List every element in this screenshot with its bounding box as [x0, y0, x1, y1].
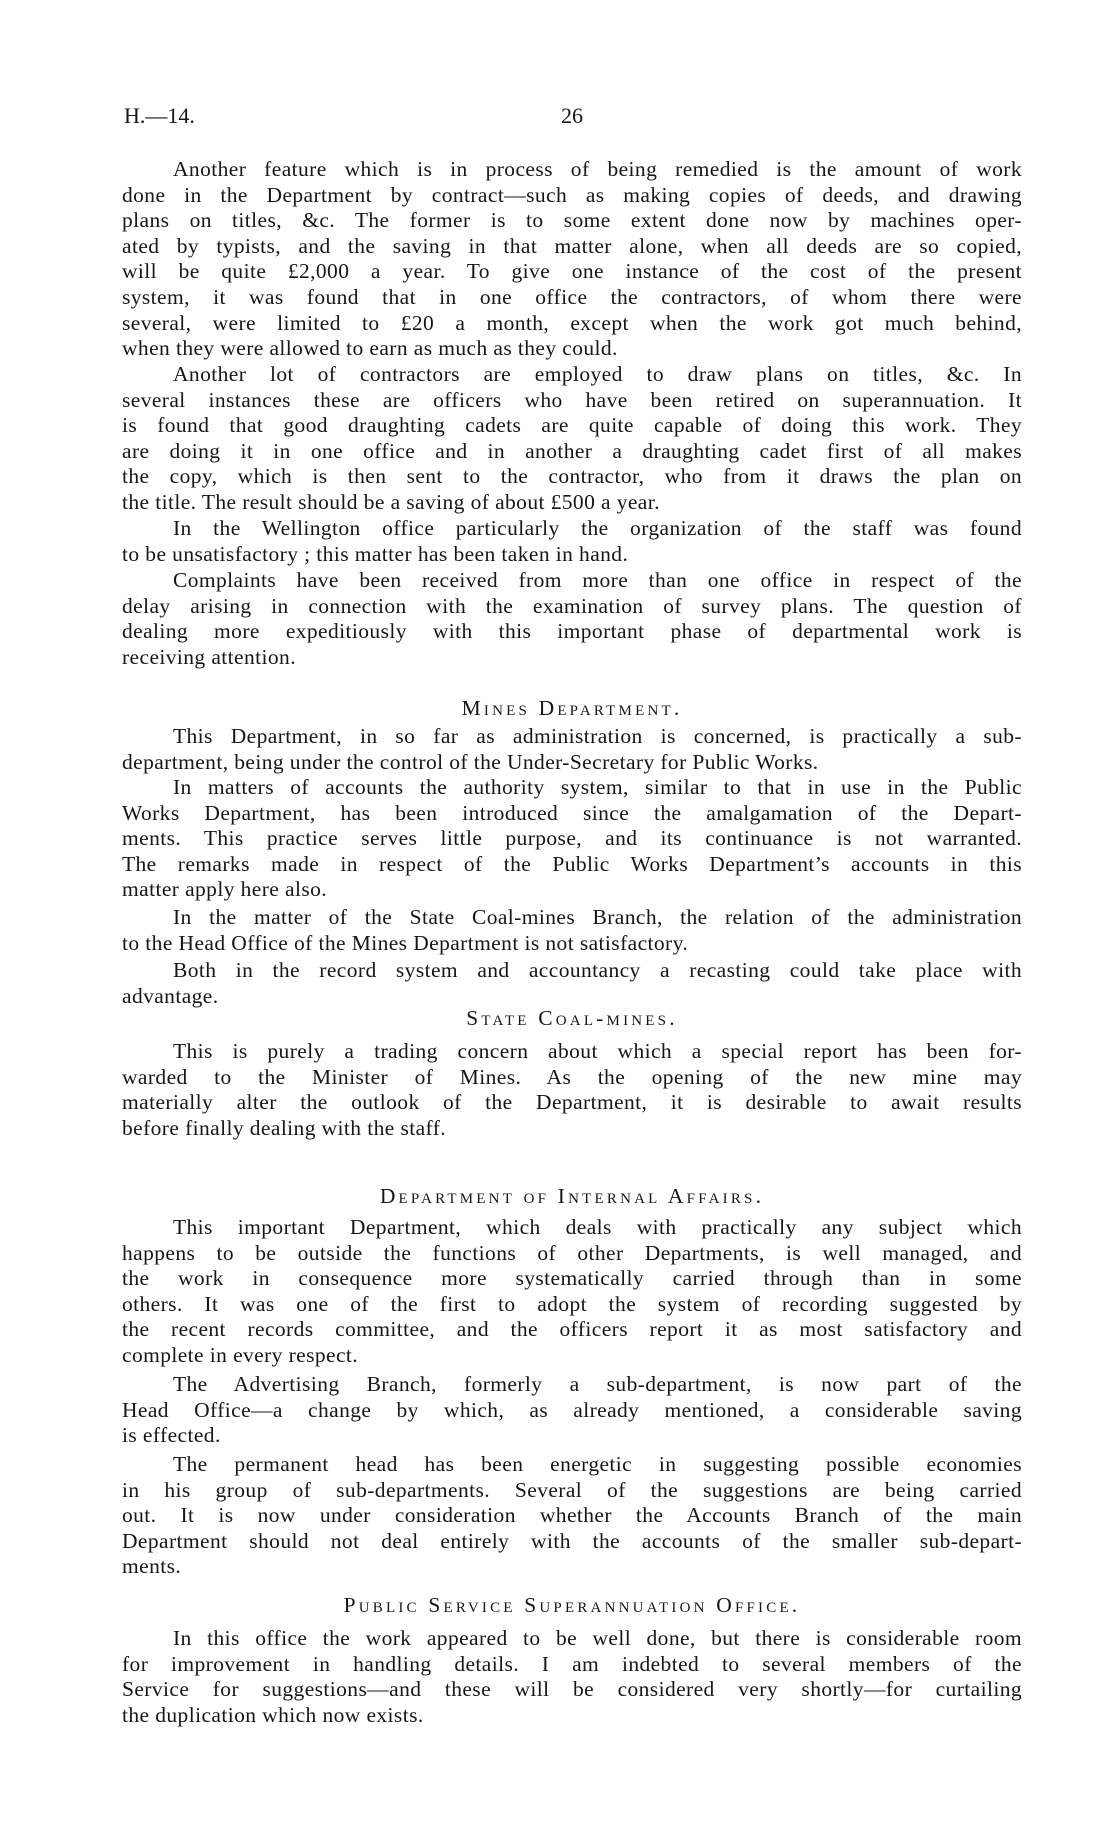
text-line: done in the Department by contract—such as making copies of deeds, and drawing — [122, 182, 1022, 207]
text-line: are doing it in one office and in another a draughting cadet first of all makes — [122, 438, 1022, 463]
text-line: advantage. — [122, 983, 219, 1008]
paragraph — [122, 362, 1022, 516]
report-reference: H.—14. — [124, 103, 195, 128]
text-line: complete in every respect. — [122, 1342, 359, 1367]
text-line: The permanent head has been energetic in suggesting possible economies — [173, 1452, 1022, 1476]
text-line: is effected. — [122, 1423, 221, 1448]
section-heading-internal-affairs: Department of Internal Affairs. — [379, 1184, 765, 1208]
text-line: In this office the work appeared to be well done, but there is considerable room — [173, 1626, 1022, 1650]
section-heading-mines-department: Mines Department. — [461, 696, 683, 720]
text-line: several, were limited to £20 a month, except when the work got much behind, — [122, 310, 1022, 335]
paragraph — [122, 724, 1022, 775]
text-line: ated by typists, and the saving in that matter alone, when all deeds are so copied, — [122, 233, 1022, 258]
paragraph — [122, 775, 1022, 903]
text-line: Head Office—a change by which, as already mentioned, a considerable saving — [122, 1397, 1022, 1422]
text-line: the work in consequence more systematically carried through than in some — [122, 1266, 1022, 1291]
text-line: Both in the record system and accountancy a recasting could take place with — [173, 958, 1022, 982]
text-line: The Advertising Branch, formerly a sub-department, is now part of the — [173, 1372, 1022, 1396]
text-line: Department should not deal entirely with the accounts of the smaller sub-depart- — [122, 1528, 1022, 1553]
text-line: In the matter of the State Coal-mines Branch, the relation of the administration — [173, 905, 1022, 929]
paragraph — [122, 905, 1022, 956]
text-line: the duplication which now exists. — [122, 1702, 424, 1727]
text-line: to be unsatisfactory ; this matter has been taken in hand. — [122, 541, 629, 566]
text-line: when they were allowed to earn as much as they could. — [122, 336, 618, 361]
paragraph — [122, 1039, 1022, 1141]
text-line: to the Head Office of the Mines Department is not satisfactory. — [122, 930, 689, 955]
text-line: matter apply here also. — [122, 877, 328, 902]
text-line: several instances these are officers who have been retired on superannuation. It — [122, 387, 1022, 412]
text-line: Complaints have been received from more than one office in respect of the — [173, 568, 1022, 592]
paragraph — [122, 958, 1022, 1009]
text-line: the title. The result should be a saving of about £500 a year. — [122, 489, 660, 514]
text-line: Another lot of contractors are employed to draw plans on titles, &c. In — [173, 362, 1022, 386]
page-number: 26 — [561, 103, 583, 128]
text-line: is found that good draughting cadets are quite capable of doing this work. They — [122, 413, 1022, 438]
text-line: dealing more expeditiously with this important phase of departmental work is — [122, 619, 1022, 644]
paragraph — [122, 568, 1022, 670]
text-line: ments. — [122, 1554, 182, 1579]
text-line: In the Wellington office particularly the organization of the staff was found — [173, 516, 1022, 540]
text-line: receiving attention. — [122, 644, 296, 669]
text-line: system, it was found that in one office the contractors, of whom there were — [122, 284, 1022, 309]
text-line: This important Department, which deals with practically any subject which — [173, 1215, 1022, 1239]
text-line: department, being under the control of the Under-Secretary for Public Works. — [122, 749, 819, 774]
paragraph — [122, 1452, 1022, 1580]
paragraph — [122, 1215, 1022, 1369]
text-line: the recent records committee, and the officers report it as most satisfactory and — [122, 1317, 1022, 1342]
text-line: will be quite £2,000 a year. To give one instance of the cost of the present — [122, 259, 1022, 284]
text-line: warded to the Minister of Mines. As the opening of the new mine may — [122, 1064, 1022, 1089]
paragraph — [122, 516, 1022, 567]
text-line: The remarks made in respect of the Public Works Department’s accounts in this — [122, 851, 1022, 876]
text-line: Service for suggestions—and these will be considered very shortly—for curtailing — [122, 1677, 1022, 1702]
text-line: Another feature which is in process of being remedied is the amount of work — [173, 157, 1022, 181]
text-line: happens to be outside the functions of other Departments, is well managed, and — [122, 1240, 1022, 1265]
text-line: before finally dealing with the staff. — [122, 1115, 447, 1140]
text-line: This is purely a trading concern about which a special report has been for- — [173, 1039, 1022, 1063]
text-line: the copy, which is then sent to the contractor, who from it draws the plan on — [122, 464, 1022, 489]
paragraph — [122, 1372, 1022, 1449]
section-heading-state-coal-mines: State Coal-mines. — [466, 1006, 678, 1030]
text-line: in his group of sub-departments. Several of the suggestions are being carried — [122, 1477, 1022, 1502]
text-line: plans on titles, &c. The former is to some extent done now by machines oper- — [122, 208, 1022, 233]
section-heading-superannuation-office: Public Service Superannuation Office. — [343, 1593, 801, 1617]
text-line: ments. This practice serves little purpose, and its continuance is not warranted. — [122, 826, 1022, 851]
paragraph — [122, 1626, 1022, 1728]
text-line: for improvement in handling details. I am indebted to several members of the — [122, 1651, 1022, 1676]
text-line: This Department, in so far as administration is concerned, is practically a sub- — [173, 724, 1022, 748]
text-line: In matters of accounts the authority system, similar to that in use in the Public — [173, 775, 1022, 799]
paragraph — [122, 157, 1022, 362]
text-line: out. It is now under consideration whether the Accounts Branch of the main — [122, 1503, 1022, 1528]
text-line: Works Department, has been introduced since the amalgamation of the Depart- — [122, 800, 1022, 825]
text-line: delay arising in connection with the examination of survey plans. The question of — [122, 593, 1022, 618]
text-line: materially alter the outlook of the Department, it is desirable to await results — [122, 1090, 1022, 1115]
text-line: others. It was one of the first to adopt the system of recording suggested by — [122, 1291, 1022, 1316]
